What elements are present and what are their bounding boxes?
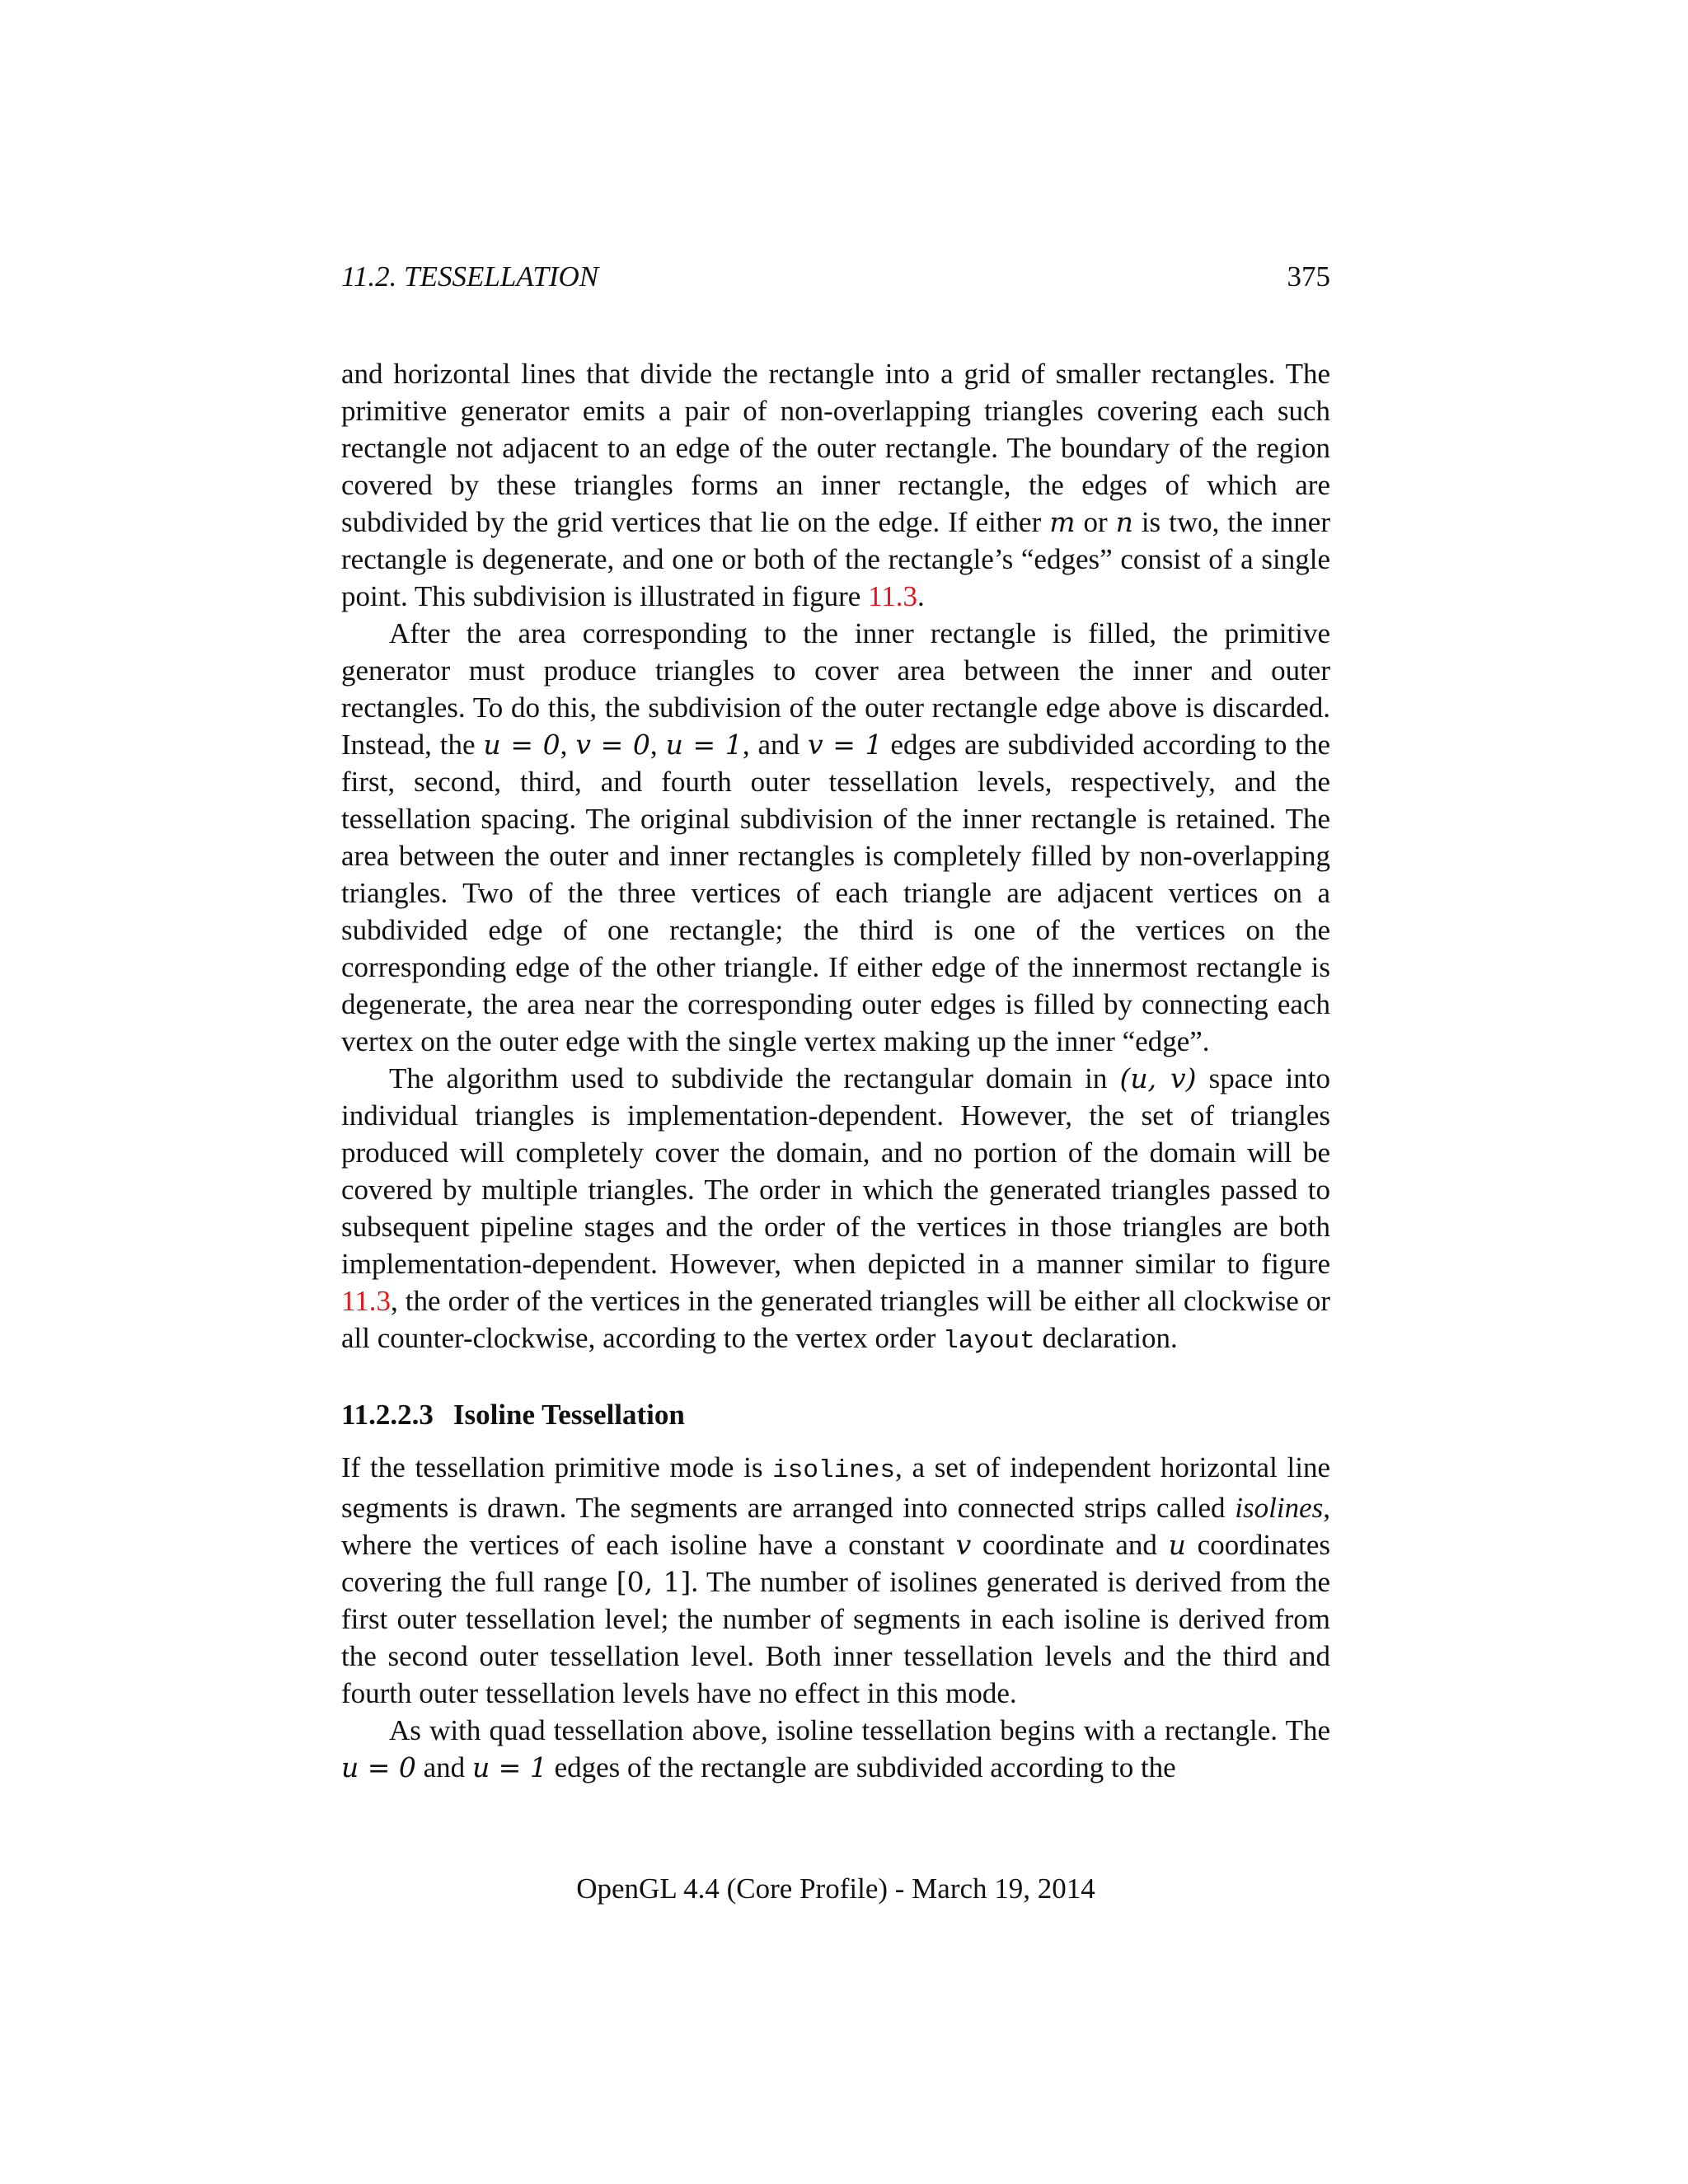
text-run: If the tessellation primitive mode is [341,1451,773,1483]
math-u: u [1168,1529,1186,1561]
text-run: , where the vertices of each isoline have a constant [341,1492,1330,1561]
text-run: . The number of isolines generated is derived from the first outer tessellation level; the number of segments in each isoline is derived from the second outer tessellation level. Both inner tessellation levels and the third and fourth outer tessellation levels have no effect in this mode. [341,1566,1330,1709]
math-u-eq-0: u = 0 [483,729,560,761]
paragraph-3 [341,1060,1330,1360]
page-number: 375 [1287,260,1330,293]
text-run: , the order of the vertices in the generated triangles will be either all clockwise or all counter-clockwise, according to the vertex order [341,1285,1330,1354]
section-number: 11.2.2.3 [341,1399,434,1431]
page-footer: OpenGL 4.4 (Core Profile) - March 19, 2014 [576,1872,1095,1905]
text-run: The algorithm used to subdivide the rectangular domain in [389,1062,1120,1094]
code-layout: layout [943,1327,1035,1356]
math-v-eq-0: v = 0 [575,729,650,761]
text-run: After the area corresponding to the inner rectangle is filled, the primitive generator must produce triangles to cover area between the inner and outer rectangles. To do this, the subdivision of the outer rectangle edge above is discarded. Instead, the [341,617,1330,761]
section-heading-title: Isoline Tessellation [452,1399,685,1431]
text-run: , [649,729,666,761]
text-run: or [1075,506,1116,538]
text-run: As with quad tessellation above, isoline tessellation begins with a rectangle. The [389,1714,1330,1746]
emphasis-isolines: isolines [1235,1492,1324,1524]
section-title: 11.2. TESSELLATION [341,260,599,293]
math-u-eq-0: u = 0 [341,1751,416,1783]
math-range: [0, 1] [616,1566,692,1598]
text-run: and [415,1751,472,1783]
math-u-eq-1: u = 1 [665,729,743,761]
text-run: and horizontal lines that divide the rectangle into a grid of smaller rectangles. The primitive generator emits a pair of non-overlapping triangles covering each such rectangle not adjacent to an edge of the outer rectangle. The boundary of the region covered by these triangles forms an inner rectangle, the edges of which are subdivided by the grid vertices that lie on the edge. If either [341,358,1330,538]
text-run: coordinates covering the full range [341,1529,1331,1598]
text-run: . [917,580,925,612]
math-v: v [955,1529,972,1561]
code-isolines: isolines [772,1456,896,1485]
math-v-eq-1: v = 1 [807,729,883,761]
math-m: m [1049,506,1076,538]
math-uv: (u, v) [1119,1062,1197,1094]
figure-ref-link[interactable]: 11.3 [868,580,918,612]
math-u-eq-1: u = 1 [471,1751,547,1783]
text-run: edges of the rectangle are subdivided according to the [546,1751,1176,1783]
text-run: coordinate and [971,1529,1169,1561]
paragraph-4 [341,1449,1330,1712]
text-run: , a set of independent horizontal line segments is drawn. The segments are arranged into connected strips called [341,1451,1330,1524]
paragraph-5 [341,1712,1330,1786]
text-run: , [560,729,576,761]
text-run: edges are subdivided according to the first, second, third, and fourth outer tessellation levels, respectively, and the tessellation spacing. The original subdivision of the inner rectangle is retained. The area between the outer and inner rectangles is completely filled by non-overlapping triangles. Two of the three vertices of each triangle are adjacent vertices on a subdivided edge of one rectangle; the third is one of the vertices on the corresponding edge of the other triangle. If either edge of the innermost rectangle is degenerate, the area near the corresponding outer edges is filled by connecting each vertex on the outer edge with the single vertex making up the inner “edge”. [341,729,1331,1057]
text-run: space into individual triangles is implementation-dependent. However, the set of triangles produced will completely cover the domain, and no portion of the domain will be covered by multiple triangles. The order in which the generated triangles passed to subsequent pipeline stages and the order of the vertices in those triangles are both implementation-dependent. However, when depicted in a manner similar to figure [341,1062,1330,1280]
paragraph-2 [341,615,1330,1060]
section-heading [341,1396,1330,1433]
paragraph-1 [341,355,1330,615]
text-run: is two, the inner rectangle is degenerate, and one or both of the rectangle’s “edges” consist of a single point. This subdivision is illustrated in figure [341,506,1330,612]
document-page [341,0,1330,2184]
body-text [341,355,1330,1786]
text-run: declaration. [1034,1322,1178,1354]
figure-ref-link[interactable]: 11.3 [341,1285,391,1317]
text-run: , and [742,729,808,761]
math-n: n [1115,506,1133,538]
